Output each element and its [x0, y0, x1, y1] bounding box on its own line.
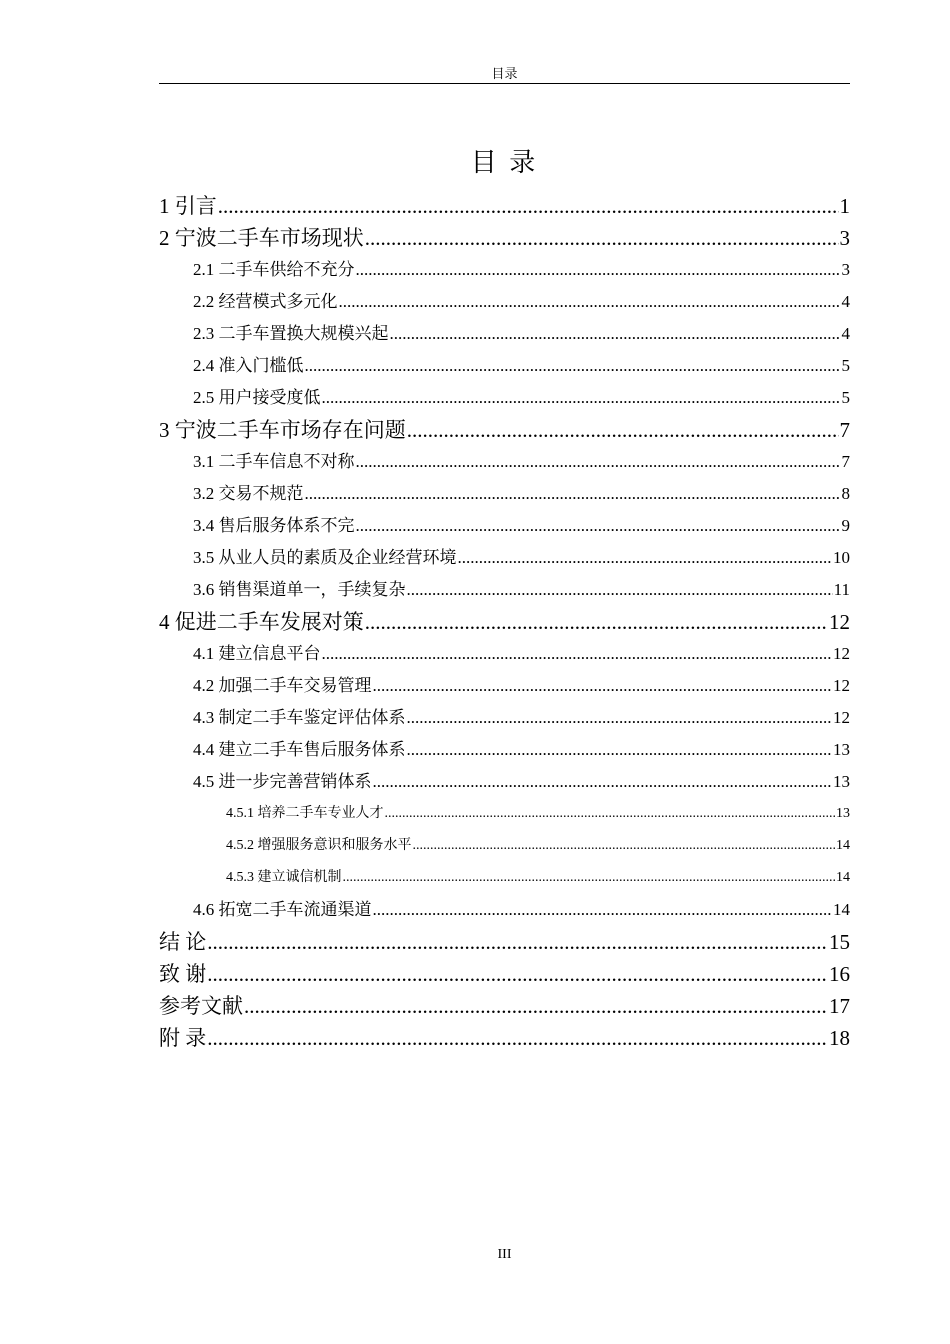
toc-entry-label: 3.2 交易不规范	[193, 484, 304, 503]
toc-entry-label: 致 谢	[159, 962, 207, 986]
toc-entry[interactable]	[159, 382, 850, 414]
dot-leader	[356, 254, 841, 286]
toc-entry-page: 3	[839, 226, 850, 250]
dot-leader	[407, 734, 833, 766]
toc-entry-label: 4.5 进一步完善营销体系	[193, 772, 372, 791]
toc-entry-label: 2.4 准入门槛低	[193, 356, 304, 375]
toc-entry-page: 16	[829, 962, 850, 986]
toc-entry[interactable]	[159, 446, 850, 478]
dot-leader	[458, 542, 833, 574]
dot-leader	[365, 222, 839, 254]
dot-leader	[373, 670, 833, 702]
toc-entry-page: 13	[833, 740, 850, 759]
toc-entry-label: 4.1 建立信息平台	[193, 644, 321, 663]
toc-entry-page: 12	[833, 676, 850, 695]
toc-entry[interactable]	[159, 766, 850, 798]
dot-leader	[244, 990, 828, 1022]
toc-entry-label: 4 促进二手车发展对策	[159, 610, 364, 634]
toc-entry-label: 2.2 经营模式多元化	[193, 292, 338, 311]
toc-entry-label: 2.1 二手车供给不充分	[193, 260, 355, 279]
dot-leader	[339, 286, 841, 318]
toc-entry-label: 2.3 二手车置换大规模兴起	[193, 324, 389, 343]
toc-entry-label: 4.5.2 增强服务意识和服务水平	[226, 838, 412, 853]
toc-entry[interactable]	[159, 702, 850, 734]
toc-entry-page: 13	[836, 806, 850, 821]
toc-entry[interactable]	[159, 958, 850, 990]
toc-entry-page: 12	[829, 610, 850, 634]
toc-entry[interactable]	[159, 574, 850, 606]
toc-entry[interactable]	[159, 670, 850, 702]
toc-entry[interactable]	[159, 606, 850, 638]
dot-leader	[207, 1022, 828, 1054]
toc-entry[interactable]	[159, 734, 850, 766]
dot-leader	[356, 510, 841, 542]
toc-entry-page: 7	[841, 452, 850, 471]
dot-leader	[207, 926, 828, 958]
toc-entry-page: 4	[841, 292, 850, 311]
toc-entry-page: 14	[833, 900, 850, 919]
dot-leader	[343, 862, 836, 894]
toc-entry-label: 附 录	[159, 1026, 207, 1050]
toc-entry-page: 5	[841, 388, 850, 407]
toc-entry[interactable]	[159, 798, 850, 830]
toc-entry[interactable]	[159, 286, 850, 318]
toc-entry[interactable]	[159, 478, 850, 510]
toc-entry-page: 4	[841, 324, 850, 343]
dot-leader	[390, 318, 841, 350]
toc-entry-page: 17	[829, 994, 850, 1018]
toc-entry[interactable]	[159, 222, 850, 254]
toc-entry-page: 11	[833, 580, 850, 599]
toc-entry[interactable]	[159, 990, 850, 1022]
toc-entry-label: 参考文献	[159, 994, 243, 1018]
toc-entry[interactable]	[159, 1022, 850, 1054]
toc-entry-label: 4.6 拓宽二手车流通渠道	[193, 900, 372, 919]
dot-leader	[385, 798, 836, 830]
toc-entry[interactable]	[159, 862, 850, 894]
toc-entry-label: 3 宁波二手车市场存在问题	[159, 418, 406, 442]
toc-entry-page: 8	[841, 484, 850, 503]
toc-entry[interactable]	[159, 318, 850, 350]
toc-entry-page: 12	[833, 644, 850, 663]
toc-entry-label: 3.1 二手车信息不对称	[193, 452, 355, 471]
toc-entry-label: 3.6 销售渠道单一，手续复杂	[193, 580, 406, 599]
page-number: III	[497, 1247, 512, 1262]
toc-entry-label: 1 引言	[159, 194, 217, 218]
dot-leader	[373, 766, 833, 798]
toc-entry-page: 15	[829, 930, 850, 954]
toc-entry-page: 1	[839, 194, 850, 218]
toc-entry-page: 9	[841, 516, 850, 535]
toc-entry-page: 14	[836, 838, 850, 853]
toc-entry-label: 2.5 用户接受度低	[193, 388, 321, 407]
dot-leader	[218, 190, 839, 222]
toc-entry-label: 4.3 制定二手车鉴定评估体系	[193, 708, 406, 727]
toc-entry[interactable]	[159, 350, 850, 382]
running-header: 目录	[491, 66, 518, 81]
toc-entry-label: 2 宁波二手车市场现状	[159, 226, 364, 250]
toc-entry-label: 3.5 从业人员的素质及企业经营环境	[193, 548, 457, 567]
dot-leader	[407, 414, 839, 446]
toc-entry-label: 4.4 建立二手车售后服务体系	[193, 740, 406, 759]
toc-entry-page: 12	[833, 708, 850, 727]
header-rule	[159, 83, 850, 84]
toc-entry[interactable]	[159, 254, 850, 286]
toc-entry-page: 13	[833, 772, 850, 791]
toc-entry-label: 3.4 售后服务体系不完	[193, 516, 355, 535]
dot-leader	[305, 478, 841, 510]
toc-entry-label: 4.5.1 培养二手车专业人才	[226, 806, 384, 821]
dot-leader	[356, 446, 841, 478]
toc-entry-page: 7	[839, 418, 850, 442]
dot-leader	[365, 606, 828, 638]
toc-entry[interactable]	[159, 510, 850, 542]
toc-entry-page: 10	[833, 548, 850, 567]
toc-entry[interactable]	[159, 638, 850, 670]
dot-leader	[413, 830, 836, 862]
toc-entry-page: 3	[841, 260, 850, 279]
dot-leader	[407, 574, 833, 606]
table-of-contents	[159, 190, 850, 1054]
dot-leader	[207, 958, 828, 990]
toc-entry[interactable]	[159, 542, 850, 574]
dot-leader	[407, 702, 833, 734]
toc-entry[interactable]	[159, 190, 850, 222]
toc-entry-page: 14	[836, 870, 850, 885]
toc-entry[interactable]	[159, 894, 850, 926]
toc-entry[interactable]	[159, 926, 850, 958]
dot-leader	[305, 350, 841, 382]
page-title: 目 录	[470, 148, 539, 177]
dot-leader	[322, 382, 841, 414]
toc-entry[interactable]	[159, 414, 850, 446]
toc-entry-page: 18	[829, 1026, 850, 1050]
toc-entry-label: 4.5.3 建立诚信机制	[226, 870, 342, 885]
dot-leader	[322, 638, 833, 670]
dot-leader	[373, 894, 833, 926]
toc-entry-label: 4.2 加强二手车交易管理	[193, 676, 372, 695]
toc-entry[interactable]	[159, 830, 850, 862]
toc-entry-label: 结 论	[159, 930, 207, 954]
toc-entry-page: 5	[841, 356, 850, 375]
